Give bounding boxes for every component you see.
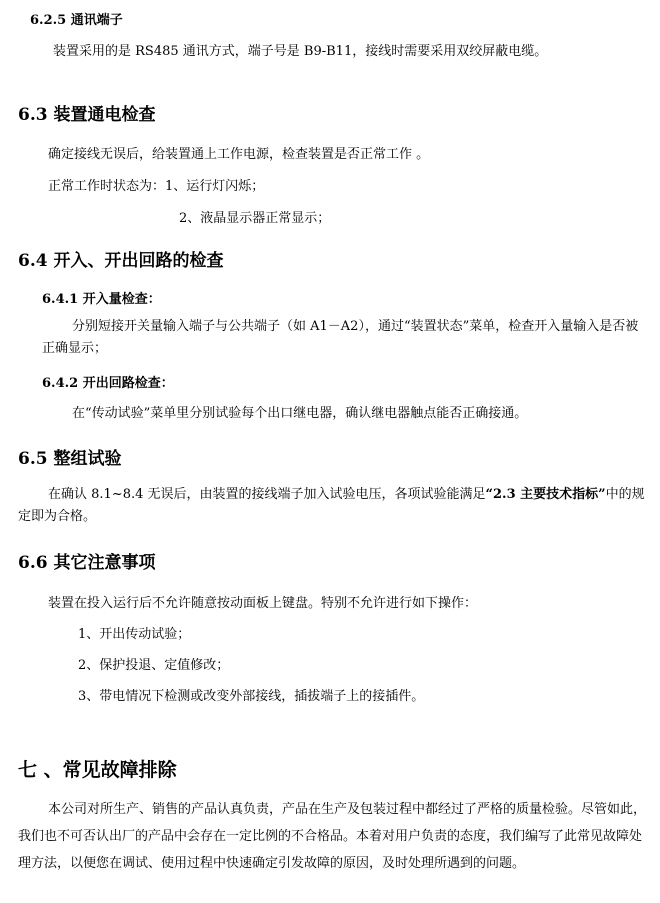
section-6-5-text-after: 中的规定即为合格。	[18, 487, 645, 524]
section-6-6-intro: 装置在投入运行后不允许随意按动面板上键盘。特别不允许进行如下操作：	[48, 596, 478, 611]
section-6-5-text-before: 在确认 8.1~8.4 无误后，由装置的接线端子加入试验电压，各项试验能满足	[48, 487, 486, 502]
section-6-2-5-heading: 6.2.5 通讯端子	[30, 13, 123, 28]
list-item: 2、保护投退、定值修改；	[78, 658, 230, 673]
section-6-3-paragraph-2: 正常工作时状态为：1、运行灯闪烁；	[48, 179, 265, 194]
section-6-4-heading: 6.4 开入、开出回路的检查	[18, 251, 224, 271]
section-6-6-heading: 6.6 其它注意事项	[18, 553, 156, 573]
section-6-4-2-heading: 6.4.2 开出回路检查：	[42, 376, 174, 391]
section-6-4-1-heading: 6.4.1 开入量检查：	[42, 292, 161, 307]
section-6-3-paragraph-1: 确定接线无误后，给装置通上工作电源，检查装置是否正常工作 。	[48, 147, 430, 162]
section-6-5-text	[18, 484, 646, 528]
chapter-7-text: 本公司对所生产、销售的产品认真负责，产品在生产及包装过程中都经过了严格的质量检验。尽管如此，我们也不可否认出厂的产品中会存在一定比例的不合格品。本着对用户负责的态度，我们编写了此常见故障处理方法，以便您在调试、使用过程中快速确定引发故障的原因，及时处理所遇到的问题。	[18, 802, 647, 871]
chapter-7-heading: 七 、常见故障排除	[18, 759, 177, 781]
section-6-4-2-text: 在“传动试验”菜单里分别试验每个出口继电器，确认继电器触点能否正确接通。	[72, 406, 528, 421]
section-6-3-heading: 6.3 装置通电检查	[18, 105, 156, 125]
list-item: 3、带电情况下检测或改变外部接线，插拔端子上的接插件。	[78, 689, 425, 704]
section-6-3-paragraph-3: 2、液晶显示器正常显示；	[179, 211, 331, 226]
section-6-4-1-text: 分别短接开关量输入端子与公共端子（如 A1－A2），通过“装置状态”菜单，检查开入量输入是否被正确显示；	[42, 319, 639, 356]
section-6-2-5-text: 装置采用的是 RS485 通讯方式，端子号是 B9-B11，接线时需要采用双绞屏蔽电缆。	[53, 44, 548, 59]
section-6-5-text-emphasis: “2.3 主要技术指标”	[485, 487, 606, 502]
section-6-5-heading: 6.5 整组试验	[18, 449, 122, 469]
list-item: 1、开出传动试验；	[78, 627, 191, 642]
